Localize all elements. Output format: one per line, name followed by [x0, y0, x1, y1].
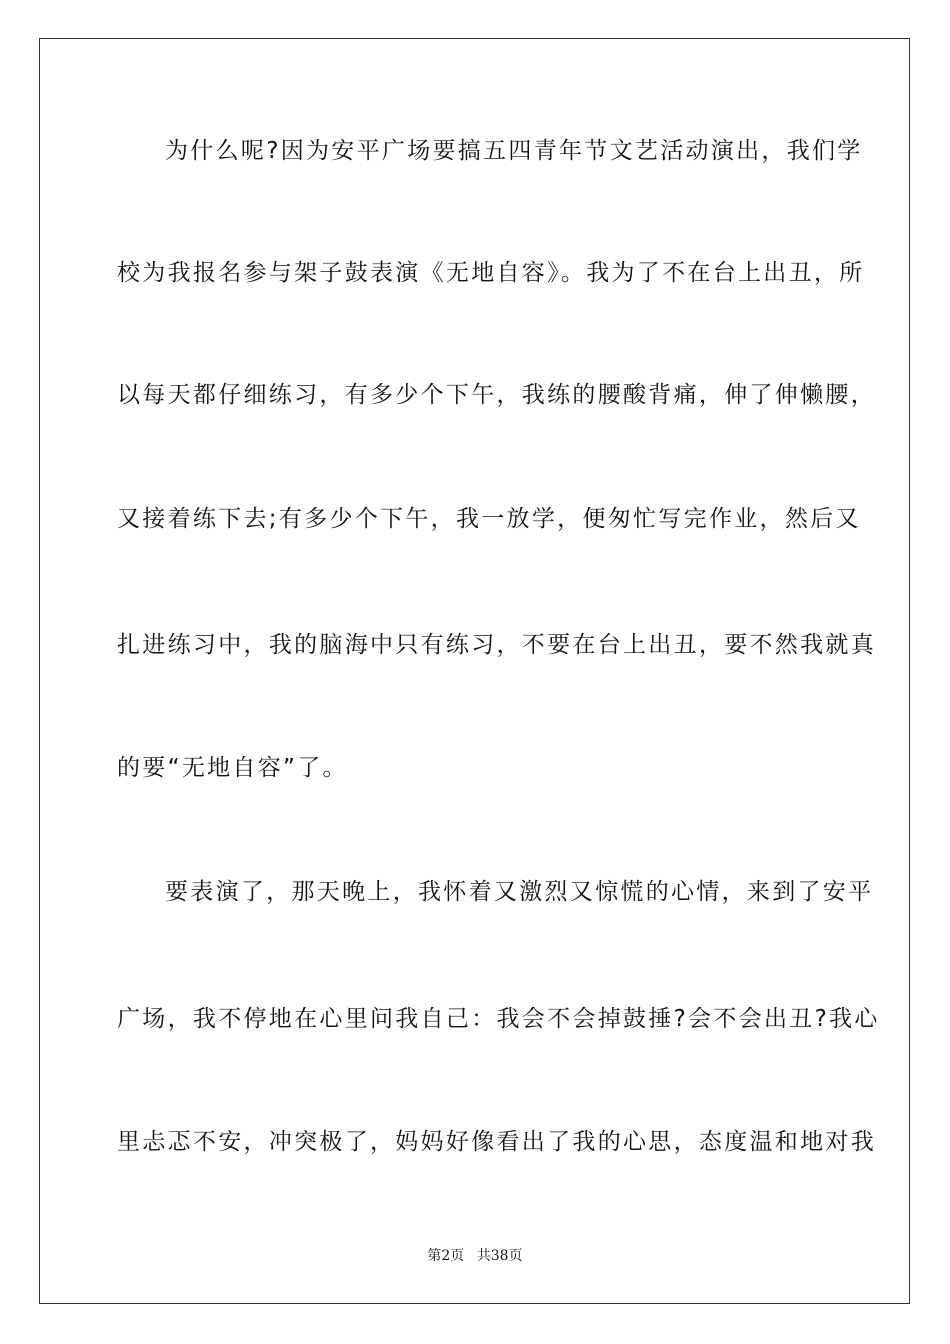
- page-number: 第2页: [427, 1248, 465, 1264]
- paragraph-2-line-1: 要表演了，那天晚上，我怀着又激烈又惊慌的心情，来到了安平: [165, 879, 874, 905]
- paragraph-1-line-1: 为什么呢?因为安平广场要搞五四青年节文艺活动演出，我们学: [165, 138, 863, 164]
- paragraph-1-line-3: 以每天都仔细练习，有多少个下午，我练的腰酸背痛，伸了伸懒腰，: [117, 382, 876, 408]
- page-border: [39, 38, 910, 1304]
- total-pages: 共38页: [476, 1248, 523, 1264]
- paragraph-1-line-2: 校为我报名参与架子鼓表演《无地自容》。我为了不在台上出丑，所: [117, 260, 865, 286]
- paragraph-2-line-2: 广场，我不停地在心里问我自己：我会不会掉鼓捶?会不会出丑?我心: [117, 1006, 880, 1032]
- paragraph-1-line-6: 的要“无地自容”了。: [117, 755, 348, 781]
- page-footer: [0, 1247, 950, 1265]
- paragraph-1-line-5: 扎进练习中，我的脑海中只有练习，不要在台上出丑，要不然我就真: [117, 632, 876, 658]
- paragraph-2-line-3: 里忐忑不安，冲突极了，妈妈好像看出了我的心思，态度温和地对我: [117, 1129, 876, 1155]
- paragraph-1-line-4: 又接着练下去;有多少个下午，我一放学，便匆忙写完作业，然后又: [117, 506, 861, 532]
